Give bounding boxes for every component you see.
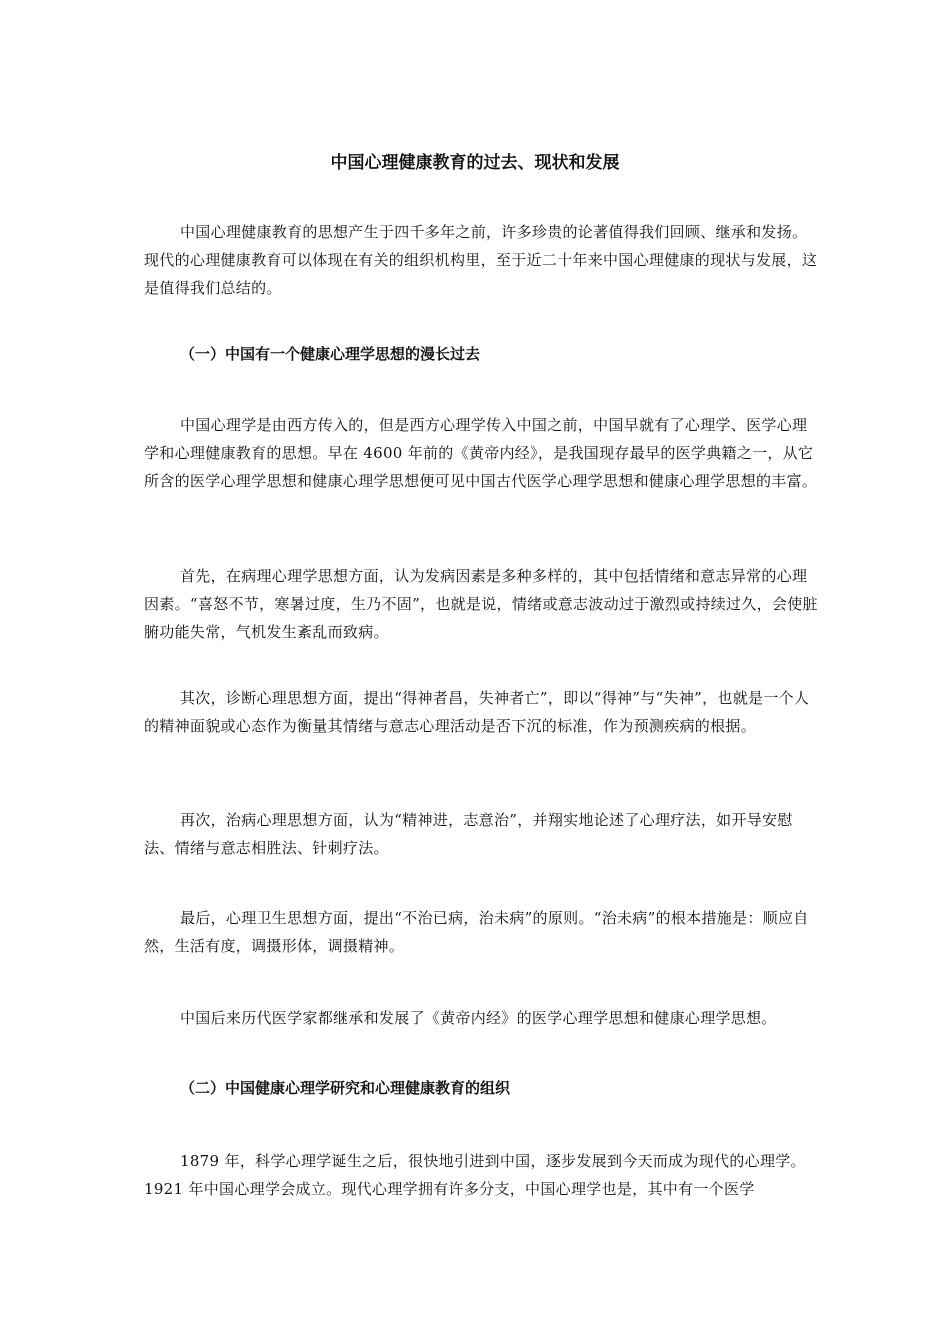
section-heading-1: （一）中国有一个健康心理学思想的漫长过去	[180, 345, 481, 363]
section1-paragraph-3: 其次，诊断心理思想方面，提出“得神者昌，失神者亡”，即以“得神”与“失神”，也就是一个人的精神面貌或心态作为衡量其情绪与意志心理活动是否下沉的标准，作为预测疾病的根据。	[144, 689, 810, 735]
intro-paragraph: 中国心理健康教育的思想产生于四千多年之前，许多珍贵的论著值得我们回顾、继承和发扬。现代的心理健康教育可以体现在有关的组织机构里，至于近二十年来中国心理健康的现状与发展，这是值得我们总结的。	[144, 223, 818, 297]
section1-paragraph-2: 首先，在病理心理学思想方面，认为发病因素是多种多样的，其中包括情绪和意志异常的心理因素。“喜怒不节，寒暑过度，生乃不固”，也就是说，情绪或意志波动过于激烈或持续过久，会使脏腑功能失常，气机发生紊乱而致病。	[144, 567, 818, 641]
document-title: 中国心理健康教育的过去、现状和发展	[330, 153, 620, 173]
section1-paragraph-1: 中国心理学是由西方传入的，但是西方心理学传入中国之前，中国早就有了心理学、医学心理学和心理健康教育的思想。早在 4600 年前的《黄帝内经》，是我国现存最早的医学典籍之一，从它所含的医学心理学思想和健康心理学思想便可见中国古代医学心理学思想和健康心理学思想的丰富。	[144, 416, 818, 490]
section2-paragraph-1: 1879 年，科学心理学诞生之后，很快地引进到中国，逐步发展到今天而成为现代的心理学。1921 年中国心理学会成立。现代心理学拥有许多分支，中国心理学也是，其中有一个医学	[144, 1152, 806, 1198]
section1-paragraph-4: 再次，治病心理思想方面，认为“精神进，志意治”，并翔实地论述了心理疗法，如开导安慰法、情绪与意志相胜法、针刺疗法。	[144, 811, 793, 857]
section1-paragraph-5: 最后，心理卫生思想方面，提出“不治已病，治未病”的原则。“治未病”的根本措施是：顺应自然，生活有度，调摄形体，调摄精神。	[144, 909, 809, 955]
section-heading-2: （二）中国健康心理学研究和心理健康教育的组织	[180, 1079, 511, 1097]
section1-paragraph-6: 中国后来历代医学家都继承和发展了《黄帝内经》的医学心理学思想和健康心理学思想。	[180, 1009, 777, 1027]
